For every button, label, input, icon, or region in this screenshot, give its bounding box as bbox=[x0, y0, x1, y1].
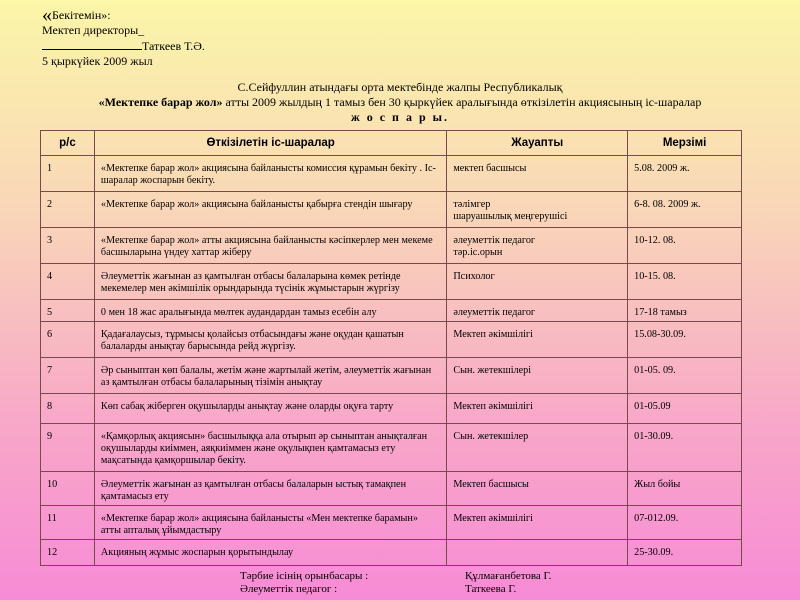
cell-num: 4 bbox=[41, 264, 95, 300]
plan-title: ж о с п а р ы. bbox=[351, 110, 449, 124]
approval-date: 5 қыркүйек 2009 жыл bbox=[42, 54, 153, 68]
cell-num: 8 bbox=[41, 394, 95, 424]
action-name: «Мектепке барар жол» bbox=[98, 95, 223, 109]
cell-event: «Мектепке барар жол» акциясына байланысты қабырға стендін шығару bbox=[94, 192, 446, 228]
footer-name-1: Құлмағанбетова Г. bbox=[465, 570, 552, 582]
cell-responsible: Мектеп әкімшілігі bbox=[447, 506, 628, 540]
cell-date: 17-18 тамыз bbox=[628, 300, 742, 322]
table-row bbox=[41, 394, 742, 424]
cell-event: Әлеуметтік жағынан аз қамтылған отбасы балаларын ыстық тамақпен қамтамасыз ету bbox=[94, 472, 446, 506]
cell-date: 10-15. 08. bbox=[628, 264, 742, 300]
table-row bbox=[41, 300, 742, 322]
cell-num: 5 bbox=[41, 300, 95, 322]
cell-num: 2 bbox=[41, 192, 95, 228]
footer-position-1: Тәрбие ісінің орынбасары : bbox=[240, 570, 369, 582]
cell-responsible: Сын. жетекшілер bbox=[447, 424, 628, 472]
cell-num: 6 bbox=[41, 322, 95, 358]
approval-block bbox=[42, 4, 205, 69]
cell-date: Жыл бойы bbox=[628, 472, 742, 506]
header-num: р/с bbox=[41, 131, 95, 156]
table-row bbox=[41, 322, 742, 358]
cell-event: Қадағалаусыз, тұрмысы қолайсыз отбасындағы және оқудан қашатын балаларды анықтау барысында рейд жүргізу. bbox=[94, 322, 446, 358]
cell-num: 1 bbox=[41, 156, 95, 192]
header-event: Өткізілетін іс-шаралар bbox=[94, 131, 446, 156]
cell-date: 07-012.09. bbox=[628, 506, 742, 540]
cell-event: «Мектепке барар жол» акциясына байланысты комиссия құрамын бекіту . Іс-шаралар жоспарын бекіту. bbox=[94, 156, 446, 192]
table-row bbox=[41, 228, 742, 264]
cell-responsible: мектеп басшысы bbox=[447, 156, 628, 192]
header-responsible: Жауапты bbox=[447, 131, 628, 156]
plan-table bbox=[40, 130, 742, 566]
approval-position: Мектеп директоры_ bbox=[42, 23, 145, 37]
cell-responsible: Психолог bbox=[447, 264, 628, 300]
cell-date: 5.08. 2009 ж. bbox=[628, 156, 742, 192]
cell-event: «Қамқорлық акциясын» басшылыққа ала отырып әр сыныптан анықталған оқушыларды киіммен, аяқкиіммен және оқулықпен қамтамасыз ету мақсатында қамқоршылар бекіту. bbox=[94, 424, 446, 472]
cell-num: 9 bbox=[41, 424, 95, 472]
cell-responsible: әлеуметтік педагог bbox=[447, 300, 628, 322]
cell-num: 10 bbox=[41, 472, 95, 506]
cell-responsible: тәлімгер шаруашылық меңгерушісі bbox=[447, 192, 628, 228]
heading-line1: С.Сейфуллин атындағы орта мектебінде жалпы Республикалық bbox=[237, 80, 563, 94]
table-row bbox=[41, 506, 742, 540]
cell-responsible: Мектеп әкімшілігі bbox=[447, 322, 628, 358]
cell-num: 12 bbox=[41, 540, 95, 566]
cell-event: 0 мен 18 жас аралығында мөлтек аудандардан тамыз есебін алу bbox=[94, 300, 446, 322]
table-body bbox=[41, 156, 742, 566]
table-row bbox=[41, 264, 742, 300]
footer-position-2: Әлеуметтік педагог : bbox=[240, 583, 338, 595]
footer-names bbox=[465, 570, 551, 596]
cell-responsible bbox=[447, 540, 628, 566]
approval-title: Бекітемін»: bbox=[52, 8, 111, 22]
cell-date: 6-8. 08. 2009 ж. bbox=[628, 192, 742, 228]
cell-num: 3 bbox=[41, 228, 95, 264]
document-heading bbox=[0, 80, 800, 125]
footer-positions bbox=[240, 570, 368, 596]
table-row bbox=[41, 472, 742, 506]
heading-line2-rest: атты 2009 жылдың 1 тамыз бен 30 қыркүйек аралығында өткізілетін акциясының іс-шаралар bbox=[222, 95, 702, 109]
footer-name-2: Таткеева Г. bbox=[465, 583, 517, 595]
approval-quote: « bbox=[42, 4, 52, 26]
cell-responsible: әлеуметтік педагог тәр.іс.орын bbox=[447, 228, 628, 264]
table-row bbox=[41, 156, 742, 192]
cell-event: Әлеуметтік жағынан аз қамтылған отбасы балаларына көмек ретінде мекемелер мен әкімшілік орындарында түсінік жұмыстарын жүргізу bbox=[94, 264, 446, 300]
table-row bbox=[41, 192, 742, 228]
table-row bbox=[41, 358, 742, 394]
cell-responsible: Мектеп басшысы bbox=[447, 472, 628, 506]
cell-event: Акцияның жұмыс жоспарын қорытындылау bbox=[94, 540, 446, 566]
cell-event: Әр сыныптан көп балалы, жетім және жартылай жетім, әлеуметтік жағынан аз қамтылған отбасы балаларының тізімін анықтау bbox=[94, 358, 446, 394]
header-date: Мерзімі bbox=[628, 131, 742, 156]
table-row bbox=[41, 424, 742, 472]
table-row bbox=[41, 540, 742, 566]
table-header-row bbox=[41, 131, 742, 156]
heading-line2 bbox=[0, 95, 800, 110]
cell-date: 01-30.09. bbox=[628, 424, 742, 472]
cell-date: 15.08-30.09. bbox=[628, 322, 742, 358]
cell-event: «Мектепке барар жол» атты акциясына байланысты кәсіпкерлер мен мекеме басшыларына үндеу хаттар жіберу bbox=[94, 228, 446, 264]
cell-date: 10-12. 08. bbox=[628, 228, 742, 264]
cell-date: 01-05. 09. bbox=[628, 358, 742, 394]
cell-date: 25-30.09. bbox=[628, 540, 742, 566]
approval-signer: Таткеев Т.Ә. bbox=[142, 39, 205, 53]
cell-event: Көп сабақ жіберген оқушыларды анықтау және оларды оқуға тарту bbox=[94, 394, 446, 424]
cell-num: 11 bbox=[41, 506, 95, 540]
cell-event: «Мектепке барар жол» акциясына байланысты «Мен мектепке барамын» атты апталық ұйымдастыру bbox=[94, 506, 446, 540]
cell-responsible: Сын. жетекшілері bbox=[447, 358, 628, 394]
cell-num: 7 bbox=[41, 358, 95, 394]
signature-line bbox=[42, 38, 142, 50]
cell-date: 01-05.09 bbox=[628, 394, 742, 424]
cell-responsible: Мектеп әкімшілігі bbox=[447, 394, 628, 424]
